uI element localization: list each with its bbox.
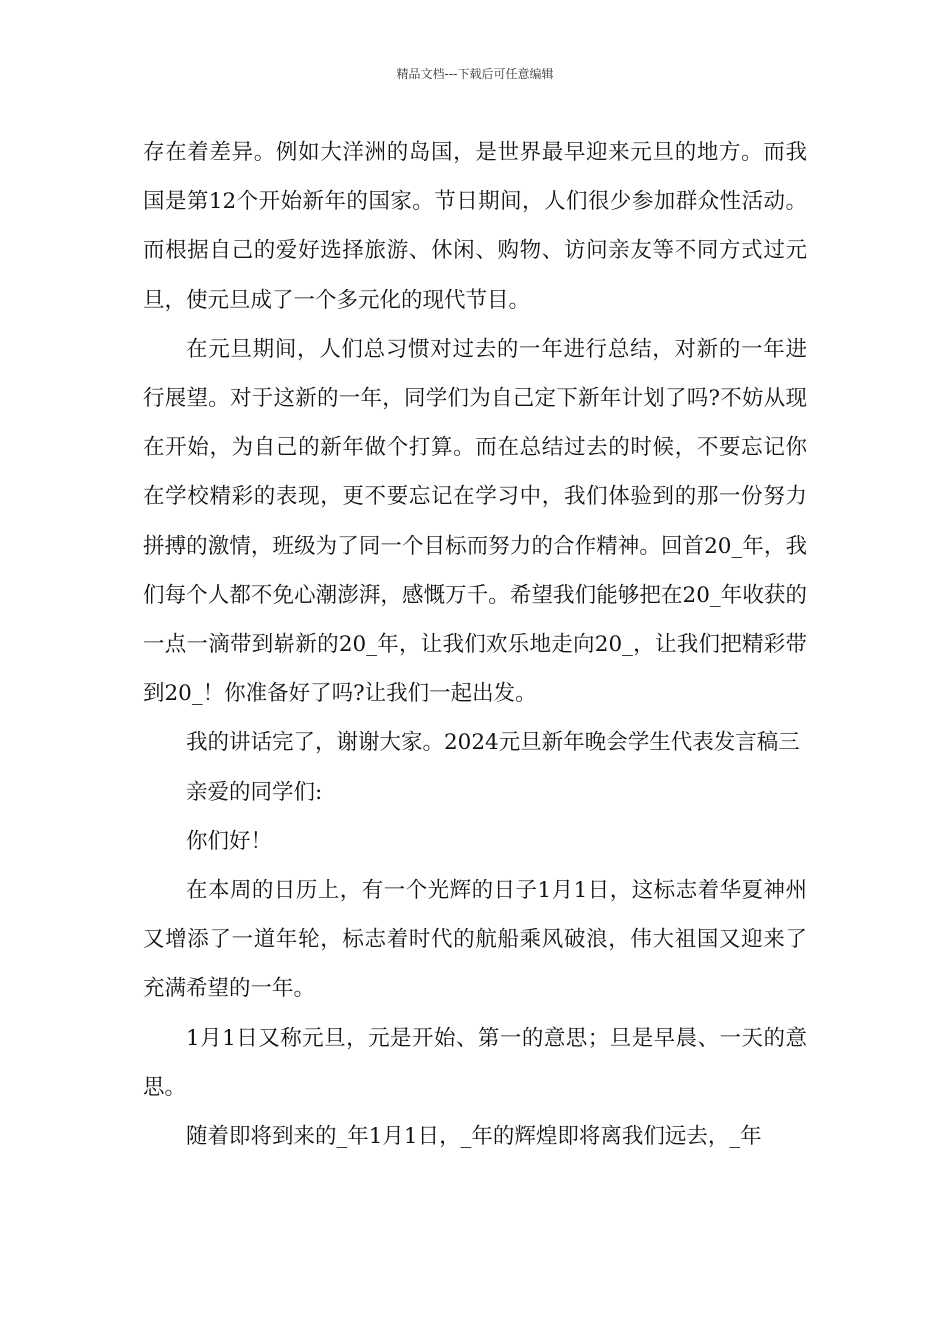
paragraph-new-year-reflection: 在元旦期间，人们总习惯对过去的一年进行总结，对新的一年进行展望。对于这新的一年，同学们为自己定下新年计划了吗?不妨从现在开始，为自己的新年做个打算。而在总结过去的时候，不要忘记你在学校精彩的表现，更不要忘记在学习中，我们体验到的那一份努力拼搏的激情，班级为了同一个目标而努力的合作精神。回首20_年，我们每个人都不免心潮澎湃，感慨万千。希望我们能够把在20_年收获的一点一滴带到崭新的20_年，让我们欢乐地走向20_，让我们把精彩带到20_！你准备好了吗?让我们一起出发。: [143, 336, 807, 707]
paragraph-calendar: 在本周的日历上，有一个光辉的日子1月1日，这标志着华夏神州又增添了一道年轮，标志着时代的航船乘风破浪，伟大祖国又迎来了充满希望的一年。: [143, 878, 807, 1002]
paragraph-upcoming-year: 随着即将到来的_年1月1日，_年的辉煌即将离我们远去，_年: [186, 1124, 762, 1150]
document-body: [143, 128, 807, 1161]
paragraph-salutation: 亲爱的同学们:: [186, 779, 323, 805]
paragraph-yuandan-meaning: 1月1日又称元旦，元是开始、第一的意思；旦是早晨、一天的意思。: [143, 1025, 807, 1100]
paragraph-continuation: 存在着差异。例如大洋洲的岛国，是世界最早迎来元旦的地方。而我国是第12个开始新年的国家。节日期间，人们很少参加群众性活动。而根据自己的爱好选择旅游、休闲、购物、访问亲友等不同方式过元旦，使元旦成了一个多元化的现代节目。: [143, 140, 807, 313]
paragraph-speech-closing: 我的讲话完了，谢谢大家。2024元旦新年晚会学生代表发言稿三: [186, 730, 800, 756]
paragraph-greeting: 你们好！: [186, 828, 273, 854]
page-header: 精品文档---下载后可任意编辑: [396, 67, 554, 81]
